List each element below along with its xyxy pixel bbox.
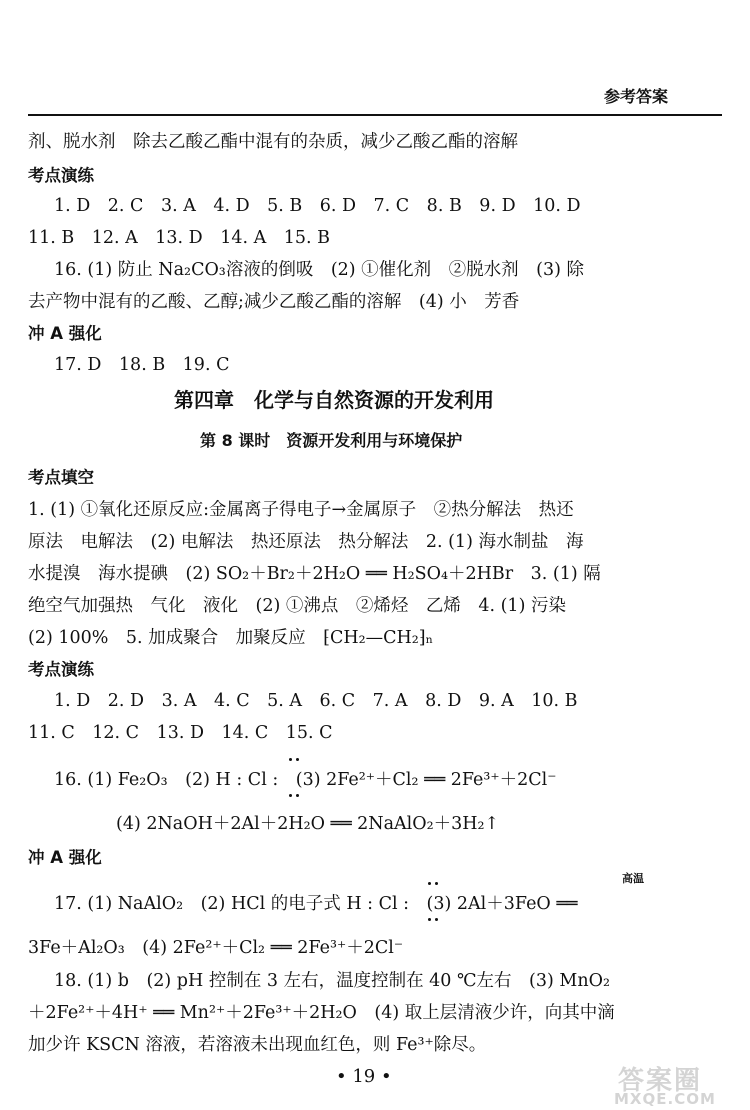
electron-dot (428, 882, 431, 885)
electron-dot (296, 794, 299, 797)
page-number: • 19 • (336, 1066, 392, 1087)
text-line: 绝空气加强热 气化 液化 (2) ①沸点 ②烯烃 乙烯 4. (1) 污染 (28, 596, 566, 616)
text-line: (2) 100% 5. 加成聚合 加聚反应 ⁅CH₂—CH₂⁆ₙ (28, 628, 434, 648)
text-line: 11. B 12. A 13. D 14. A 15. B (28, 228, 330, 248)
section-heading: 冲 A 强化 (28, 324, 102, 343)
text-line: 加少许 KSCN 溶液，若溶液未出现血红色，则 Fe³⁺除尽。 (28, 1035, 487, 1055)
text-line: 18. (1) b (2) pH 控制在 3 左右，温度控制在 40 ℃左右 (3) MnO₂ (54, 971, 610, 991)
electron-dot (296, 758, 299, 761)
section-heading: 考点填空 (28, 468, 94, 487)
lesson-title: 第 8 课时 资源开发利用与环境保护 (200, 431, 463, 450)
text-line: 1. D 2. D 3. A 4. C 5. A 6. C 7. A 8. D 9. A 10. B (54, 691, 578, 711)
text-line: 原法 电解法 (2) 电解法 热还原法 热分解法 2. (1) 海水制盐 海 (28, 532, 584, 552)
watermark-url: MXQE.COM (614, 1090, 716, 1108)
text-line: ＋2Fe²⁺＋4H⁺ ══ Mn²⁺＋2Fe³⁺＋2H₂O (4) 取上层清液少许，向其中滴 (28, 1003, 615, 1023)
header-rule (28, 114, 722, 116)
electron-dot (435, 918, 438, 921)
text-line: 16. (1) 防止 Na₂CO₃溶液的倒吸 (2) ①催化剂 ②脱水剂 (3) 除 (54, 260, 585, 280)
chapter-title: 第四章 化学与自然资源的开发利用 (174, 388, 494, 412)
text-line: 17. (1) NaAlO₂ (2) HCl 的电子式 H : Cl : (3) 2Al＋3FeO ══ (54, 894, 578, 914)
electron-dot (435, 882, 438, 885)
text-line: (4) 2NaOH＋2Al＋2H₂O ══ 2NaAlO₂＋3H₂↑ (116, 814, 500, 834)
electron-dot (289, 758, 292, 761)
electron-dot (289, 794, 292, 797)
text-line: 1. (1) ①氧化还原反应:金属离子得电子→金属原子 ②热分解法 热还 (28, 500, 574, 520)
reaction-condition: 高温 (622, 872, 644, 885)
text-line: 11. C 12. C 13. D 14. C 15. C (28, 723, 333, 743)
text-line: 16. (1) Fe₂O₃ (2) H : Cl : (3) 2Fe²⁺＋Cl₂ ══ 2Fe³⁺＋2Cl⁻ (54, 770, 557, 790)
electron-dot (428, 918, 431, 921)
header-title: 参考答案 (604, 87, 669, 106)
text-line: 去产物中混有的乙酸、乙醇;减少乙酸乙酯的溶解 (4) 小 芳香 (28, 292, 520, 312)
section-heading: 考点演练 (28, 660, 94, 679)
watermark-text: 答案圈 (618, 1066, 703, 1096)
text-line: 水提溴 海水提碘 (2) SO₂＋Br₂＋2H₂O ══ H₂SO₄＋2HBr 3. (1) 隔 (28, 564, 601, 584)
text-line: 3Fe＋Al₂O₃ (4) 2Fe²⁺＋Cl₂ ══ 2Fe³⁺＋2Cl⁻ (28, 938, 404, 958)
section-heading: 考点演练 (28, 166, 94, 185)
text-line: 17. D 18. B 19. C (54, 355, 230, 375)
text-line: 剂、脱水剂 除去乙酸乙酯中混有的杂质，减少乙酸乙酯的溶解 (28, 132, 518, 152)
text-line: 1. D 2. C 3. A 4. D 5. B 6. D 7. C 8. B 9. D 10. D (54, 196, 581, 216)
watermark-logo (612, 1060, 744, 1108)
section-heading: 冲 A 强化 (28, 848, 102, 867)
